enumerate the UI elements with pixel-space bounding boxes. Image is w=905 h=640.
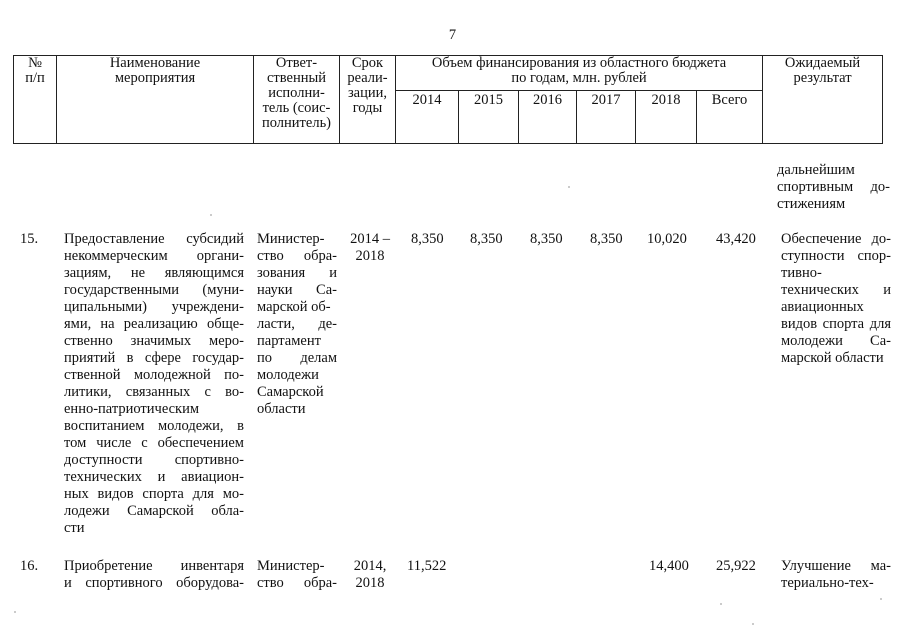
row-15-term: 2014 – 2018 <box>350 231 390 264</box>
header-result: Ожидаемый результат <box>763 56 883 144</box>
table-header <box>13 55 883 144</box>
row-15-number: 15. <box>20 231 39 247</box>
scan-speck <box>752 623 754 625</box>
header-number: № п/п <box>14 56 57 144</box>
page-number: 7 <box>448 27 457 43</box>
row-15-name: Предоставление субсидий некоммерческим органи- зациям, не являющимся государственными (муни- ципальными) учреждени- ями, на реализацию обще- ственно значимых меро- приятий в сфере государ- ственной молодежной по- литики, связанных с во- енно-патриотическим воспитанием молодежи, в том числе с обеспечением доступности спортивно- технических и авиацион- ных видов спорта для мо- лодежи Самарской обла- сти <box>64 231 244 536</box>
row-15-responsible: Министер- ство обра- зования и науки Са- марской об- ласти, де- партамент по делам молодежи Самарской области <box>257 231 337 417</box>
row-15-value-total: 43,420 <box>716 231 756 247</box>
header-responsible: Ответ- ственный исполни- тель (соис- полнитель) <box>254 56 340 144</box>
scan-speck <box>720 603 722 605</box>
row-16-term: 2014, 2018 <box>353 558 387 591</box>
row-15-value-2015: 8,350 <box>470 231 503 247</box>
header-year-2015: 2015 <box>459 91 519 144</box>
header-total: Всего <box>697 91 763 144</box>
row-15-value-2014: 8,350 <box>411 231 444 247</box>
header-term: Срок реали- зации, годы <box>340 56 396 144</box>
row-16-responsible: Министер- ство обра- <box>257 558 337 591</box>
header-financing: Объем финансирования из областного бюджета по годам, млн. рублей <box>396 56 763 91</box>
scan-speck <box>210 214 212 216</box>
scan-speck <box>568 186 570 188</box>
header-year-2016: 2016 <box>519 91 577 144</box>
header-name: Наименование мероприятия <box>57 56 254 144</box>
row-16-value-total: 25,922 <box>716 558 756 574</box>
scan-speck <box>14 611 16 613</box>
scan-speck <box>880 598 882 600</box>
row-16-value-2014: 11,522 <box>407 558 447 574</box>
row-16-value-2018: 14,400 <box>649 558 689 574</box>
row-16-result: Улучшение ма- териально-тех- <box>781 558 891 591</box>
header-year-2018: 2018 <box>636 91 697 144</box>
row-15-value-2016: 8,350 <box>530 231 563 247</box>
row-15-value-2018: 10,020 <box>647 231 687 247</box>
row-16-number: 16. <box>20 558 39 574</box>
header-year-2014: 2014 <box>396 91 459 144</box>
continuation-result: дальнейшим спортивным до- стижениям <box>777 162 890 212</box>
header-year-2017: 2017 <box>577 91 636 144</box>
row-16-name: Приобретение инвентаря и спортивного оборудова- <box>64 558 244 591</box>
row-15-value-2017: 8,350 <box>590 231 623 247</box>
row-15-result: Обеспечение до- ступности спор- тивно- технических и авиационных видов спорта для молодежи Са- марской области <box>781 231 891 366</box>
